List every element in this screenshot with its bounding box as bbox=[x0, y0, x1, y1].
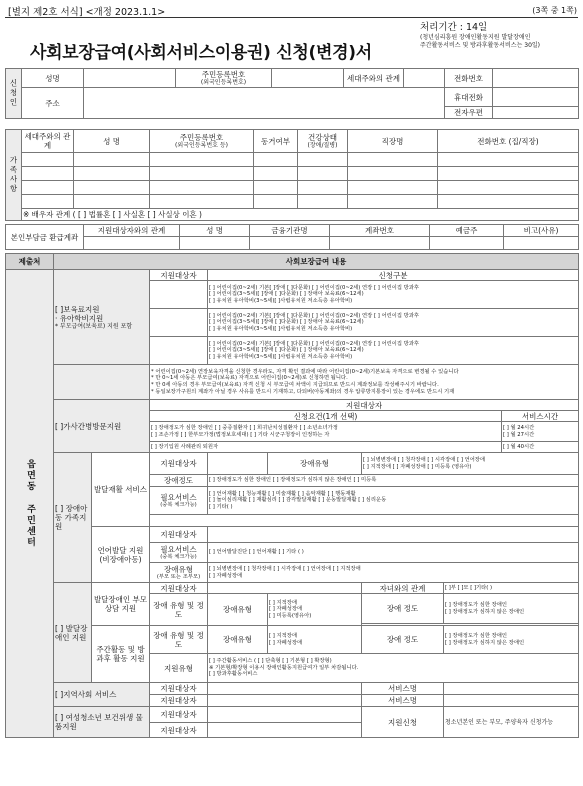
dev-target-label: 지원대상자 bbox=[150, 453, 208, 475]
family-cell[interactable] bbox=[150, 195, 254, 209]
dev-spacer bbox=[150, 515, 579, 527]
processing-period bbox=[420, 22, 580, 50]
youth-target-field[interactable] bbox=[208, 707, 362, 723]
family-cell[interactable] bbox=[438, 153, 579, 167]
community-service-field-2[interactable] bbox=[444, 695, 579, 707]
family-cell[interactable] bbox=[150, 167, 254, 181]
community-service-label-2: 서비스명 bbox=[362, 695, 444, 707]
home-visit-time-header: 서비스시간 bbox=[502, 411, 579, 422]
home-visit-target-label: 지원대상자 bbox=[150, 400, 579, 411]
applicant-name-label: 성명 bbox=[22, 69, 84, 88]
day-type-options[interactable]: [ ] 지적장애 [ ] 자폐성장애 bbox=[268, 626, 362, 654]
processing-note-1: (청년심리흥원 장애인활동지원 발달장애인 bbox=[420, 34, 531, 41]
account-cell[interactable] bbox=[84, 237, 180, 250]
account-col-holder: 예금주 bbox=[430, 225, 504, 237]
family-cell[interactable] bbox=[298, 167, 348, 181]
applicant-relation-label: 세대주와의 관계 bbox=[344, 69, 404, 88]
day-sev-label: 장애 정도 bbox=[362, 626, 444, 654]
lang-service-options[interactable]: [ ] 언어발달진단 [ ] 언어재활 [ ] 기타 ( ) bbox=[208, 543, 579, 563]
account-table bbox=[5, 224, 579, 250]
form-header-line bbox=[0, 4, 583, 18]
childcare-notes: * 어린이집(0~2세) 연장보육자격을 신청한 경우라도, 자격 확인 결과에 따라 어린이집(0~2세)기본보육 자격으로 변경될 수 있습니다 * 만 0~1세 아동은 부모급여(보육료) 자격으로 어린이집(0~2세)로 신청하면 됩니다. * 만 0세 아동의 경우 부모급여(보육료) 자격 신청 시 부모급여 차액이 지급되므로 반드시 계좌정보를 작성해주시기 바랍니다. * 동일보장가구원의 계좌가 아닐 경우 사유를 반드시 기재하고, 다되버(아동계좌)의 경우 압류방지통장이 있는 경우에도 반드시 기재 bbox=[150, 365, 579, 400]
childcare-target-1[interactable] bbox=[150, 281, 208, 309]
consult-sev-options[interactable]: [ ] 장애정도가 심한 장애인 [ ] 장애정도가 심하지 않은 장애인 bbox=[444, 594, 579, 624]
form-number: [별지 제2호 서식] <개정 2023.1.1> bbox=[8, 7, 166, 18]
day-support-type-label: 지원유형 bbox=[150, 654, 208, 683]
childcare-sub1: · 유아학비지원 bbox=[55, 313, 104, 323]
family-col-name: 성 명 bbox=[74, 130, 150, 153]
family-cell[interactable] bbox=[298, 153, 348, 167]
applicant-rrn-label: 주민등록번호 (외국인등록번호) bbox=[176, 69, 272, 88]
childcare-target-3[interactable] bbox=[150, 337, 208, 365]
family-col-workplace: 직장명 bbox=[348, 130, 438, 153]
consult-target-field[interactable] bbox=[208, 583, 362, 594]
childcare-section bbox=[54, 270, 150, 365]
family-cell[interactable] bbox=[22, 153, 74, 167]
family-col-health: 건강상태 (장애/질병) bbox=[298, 130, 348, 153]
account-col-note: 비고(사유) bbox=[504, 225, 579, 237]
family-cell[interactable] bbox=[348, 195, 438, 209]
family-cell[interactable] bbox=[150, 153, 254, 167]
lang-target-field[interactable] bbox=[208, 527, 579, 543]
account-cell[interactable] bbox=[430, 237, 504, 250]
youth-target-field-2[interactable] bbox=[208, 723, 362, 738]
home-visit-times[interactable]: [ ] 월 24시간 [ ] 월 27시간 bbox=[502, 422, 579, 442]
account-col-relation: 지원대상자와의 관계 bbox=[84, 225, 180, 237]
dev-rehab-label: 발달재활 서비스 bbox=[92, 453, 150, 527]
childcare-sub2: * 부모급여(보육료) 지원 포함 bbox=[55, 322, 133, 330]
applicant-phone-label: 전화번호 bbox=[445, 69, 493, 88]
youth-target-label-2: 지원대상자 bbox=[150, 723, 208, 738]
disabled-child-title[interactable]: [ ] 장애아동 가족지원 bbox=[54, 453, 92, 583]
account-col-bank: 금융기관명 bbox=[250, 225, 330, 237]
lang-support-label: 언어발달 지원 (비장애아동) bbox=[92, 527, 150, 583]
applicant-rrn-field[interactable] bbox=[272, 69, 344, 88]
consult-type-options[interactable]: [ ] 지적장애 [ ] 자폐성장애 [ ] 미등록(영유아) bbox=[268, 594, 362, 626]
childcare-target-label: 지원대상자 bbox=[150, 270, 208, 281]
day-type-label: 장애유형 bbox=[208, 626, 268, 654]
applicant-address-label: 주소 bbox=[22, 88, 84, 119]
home-visit-req-header: 신청요건(1개 선택) bbox=[150, 411, 502, 422]
home-visit-time-3[interactable]: [ ] 월 40시간 bbox=[502, 442, 579, 453]
family-section: 가족사항 bbox=[6, 130, 22, 221]
family-cell[interactable] bbox=[298, 181, 348, 195]
family-cell[interactable] bbox=[254, 153, 298, 167]
family-cell[interactable] bbox=[298, 195, 348, 209]
applicant-table bbox=[5, 68, 579, 119]
submit-place-header: 제출처 bbox=[6, 254, 54, 270]
family-cell[interactable] bbox=[438, 181, 579, 195]
applicant-mobile-label: 휴대전화 bbox=[445, 88, 493, 107]
family-cell[interactable] bbox=[150, 181, 254, 195]
community-title[interactable]: [ ]지역사회 서비스 bbox=[54, 683, 150, 707]
family-col-rrn: 주민등록번호 (외국인등록번호 등) bbox=[150, 130, 254, 153]
day-support-options[interactable]: [ ] 주간활동서비스 ( [ ] 단축형 [ ] 기본형 [ ] 확장형) ※ 기본형/확장형 이용시 장애인활동지원급여가 일부 차감됩니다. [ ] 방과후활동서비스 bbox=[208, 654, 579, 683]
account-cell[interactable] bbox=[250, 237, 330, 250]
applicant-email-label: 전자우편 bbox=[445, 107, 493, 119]
youth-title[interactable]: [ ] 여성청소년 보건위생 물품지원 bbox=[54, 707, 150, 738]
account-col-name: 성 명 bbox=[180, 225, 250, 237]
consult-type-sev-label: 장애 유형 및 정도 bbox=[150, 594, 208, 626]
childcare-options-2[interactable]: [ ] 어린이집(0~2세) 기본[ ]장애 [ ]다문화) [ ] 어린이집(0~2세) 연장 [ ] 어린이집 방과후 [ ] 어린이집(3~5세)[ ]장애 [ ]다문화) [ ] 장애아 보육료(6~12세) [ ] 유치원 유아학비(3~5세)[ ]사립유치원 저소득층 유아학비) bbox=[208, 309, 579, 337]
family-cell[interactable] bbox=[22, 181, 74, 195]
consult-label: 발달장애인 부모 상담 지원 bbox=[92, 583, 150, 626]
benefit-content-header: 사회보장급여 내용 bbox=[54, 254, 579, 270]
dev-severity-label: 장애정도 bbox=[150, 475, 208, 487]
dev-severity-options[interactable]: [ ] 장애정도가 심한 장애인 [ ] 장애정도가 심하지 않은 장애인 [ ] 미등록 bbox=[208, 475, 579, 487]
dev-type-label: 장애유형 bbox=[268, 453, 362, 475]
family-col-relation: 세대주와의 관계 bbox=[22, 130, 74, 153]
family-cell[interactable] bbox=[348, 181, 438, 195]
dev-target-field[interactable] bbox=[208, 453, 268, 475]
header-rule bbox=[5, 17, 578, 18]
day-sev-options[interactable]: [ ] 장애정도가 심한 장애인 [ ] 장애정도가 심하지 않은 장애인 bbox=[444, 626, 579, 654]
community-target-field[interactable] bbox=[208, 683, 362, 695]
family-col-cohabit: 동거여부 bbox=[254, 130, 298, 153]
spouse-note: ※ 배우자 관계 ( [ ] 법률혼 [ ] 사실혼 [ ] 사실상 이혼 ) bbox=[22, 209, 579, 221]
applicant-phone-field[interactable] bbox=[493, 69, 579, 88]
family-cell[interactable] bbox=[438, 195, 579, 209]
family-cell[interactable] bbox=[438, 167, 579, 181]
home-visit-title[interactable]: [ ]가사간병방문지원 bbox=[54, 400, 150, 453]
family-cell[interactable] bbox=[348, 167, 438, 181]
family-cell[interactable] bbox=[22, 167, 74, 181]
family-cell[interactable] bbox=[22, 195, 74, 209]
family-cell[interactable] bbox=[74, 195, 150, 209]
applicant-relation-field[interactable] bbox=[404, 69, 445, 88]
lang-needed-label: 필요서비스 (중복 체크가능) bbox=[150, 543, 208, 563]
refund-account-label: 본인부담금 환급계좌 bbox=[6, 225, 84, 250]
home-visit-requirements[interactable]: [ ] 장애정도가 심한 장애인 [ ] 중증질환자 [ ] 희귀난치성질환자 [ ] 소년소녀가정 [ ] 조손가정 [ ] 한부모가정(법정보호세대) [ ] 기타 시군구청장이 인정하는 자 bbox=[150, 422, 502, 442]
family-col-phone: 전화번호 (집/직장) bbox=[438, 130, 579, 153]
family-cell[interactable] bbox=[254, 167, 298, 181]
form-title: 사회보장급여(사회서비스이용권) 신청(변경)서 bbox=[30, 43, 372, 63]
dev-type-options[interactable]: [ ] 뇌병변장애 [ ] 청각장애 [ ] 시각장애 [ ] 언어장애 [ ] 지적장애 [ ] 자폐성장애 [ ] 미등록 (영유아) bbox=[362, 453, 579, 475]
processing-period-main: 처리기간 : 14일 bbox=[420, 22, 488, 33]
community-service-label: 서비스명 bbox=[362, 683, 444, 695]
family-cell[interactable] bbox=[348, 153, 438, 167]
dev-service-options[interactable]: [ ] 언어재활 [ ] 청능재활 [ ] 미술재활 [ ] 음악재활 [ ] 행동재활 [ ] 놀이심리재활 [ ] 재활심리 [ ] 감각발달재활 [ ] 운동발달재활 [ ] 심리운동 [ ] 기타( ) bbox=[208, 487, 579, 515]
community-service-field[interactable] bbox=[444, 683, 579, 695]
family-cell[interactable] bbox=[74, 167, 150, 181]
consult-relation-label: 자녀와의 관계 bbox=[362, 583, 444, 594]
account-cell[interactable] bbox=[330, 237, 430, 250]
parent-type-label: 장애유형 (부모 또는 조부모) bbox=[150, 563, 208, 583]
community-target-label-2: 지원대상자 bbox=[150, 695, 208, 707]
dev-needed-label: 필요서비스 (중복 체크가능) bbox=[150, 487, 208, 515]
page-count: (3쪽 중 1쪽) bbox=[532, 6, 577, 15]
childcare-title[interactable]: [ ]보육료지원 bbox=[55, 304, 100, 314]
childcare-target-2[interactable] bbox=[150, 309, 208, 337]
account-cell[interactable] bbox=[180, 237, 250, 250]
childcare-options-3[interactable]: [ ] 어린이집(0~2세) 기본[ ]장애 [ ]다문화) [ ] 어린이집(0~2세) 연장 [ ] 어린이집 방과후 [ ] 어린이집(3~5세)[ ]장애 [ ]다문화) [ ] 장애아 보육료(6~12세) [ ] 유치원 유아학비(3~5세)[ ]사립유치원 저소득층 유아학비) bbox=[208, 337, 579, 365]
home-visit-requirement-3[interactable]: [ ] 장기입원 사례관리 퇴원자 bbox=[150, 442, 502, 453]
family-cell[interactable] bbox=[74, 181, 150, 195]
account-cell[interactable] bbox=[504, 237, 579, 250]
day-activity-label: 주간활동 및 방과후 활동 지원 bbox=[92, 626, 150, 683]
benefit-content-table bbox=[5, 253, 579, 738]
consult-sev-label: 장애 정도 bbox=[362, 594, 444, 624]
childcare-options-1[interactable]: [ ] 어린이집(0~2세) 기본[ ]장애 [ ]다문화) [ ] 어린이집(0~2세) 연장 [ ] 어린이집 방과후 [ ] 어린이집(3~5세)[ ]장애 [ ]다문화) [ ] 장애아 보육료(6~12세) [ ] 유치원 유아학비(3~5세)[ ]사립유치원 저소득층 유아학비) bbox=[208, 281, 579, 309]
applicant-email-field[interactable] bbox=[493, 107, 579, 119]
applicant-section: 신청인 bbox=[6, 69, 22, 119]
consult-type-label: 장애유형 bbox=[208, 594, 268, 626]
consult-relation-options[interactable]: [ ]부 [ ]모 [ ]기타( ) bbox=[444, 583, 579, 594]
day-type-sev-label: 장애 유형 및 정도 bbox=[150, 626, 208, 654]
applicant-address-field[interactable] bbox=[84, 88, 445, 119]
childcare-notes-spacer bbox=[54, 365, 150, 400]
consult-target-label: 지원대상자 bbox=[150, 583, 208, 594]
parent-type-options[interactable]: [ ] 뇌병변장애 [ ] 청각장애 [ ] 시각장애 [ ] 언어장애 [ ] 지적장애 [ ] 자폐성장애 bbox=[208, 563, 579, 583]
family-cell[interactable] bbox=[254, 181, 298, 195]
submit-place: 읍면동 주민센터 bbox=[6, 270, 54, 738]
dev-disability-title[interactable]: [ ] 발달장애인 지원 bbox=[54, 583, 92, 683]
applicant-mobile-field[interactable] bbox=[493, 88, 579, 107]
applicant-name-field[interactable] bbox=[84, 69, 176, 88]
youth-application-text: 청소년본인 또는 부모, 주양육자 신청가능 bbox=[444, 707, 579, 738]
account-col-number: 계좌번호 bbox=[330, 225, 430, 237]
youth-target-label: 지원대상자 bbox=[150, 707, 208, 723]
family-table bbox=[5, 129, 579, 221]
community-target-field-2[interactable] bbox=[208, 695, 362, 707]
community-target-label: 지원대상자 bbox=[150, 683, 208, 695]
youth-application-label: 지원신청 bbox=[362, 707, 444, 738]
family-cell[interactable] bbox=[254, 195, 298, 209]
processing-note-2: 주간활동서비스 및 방과후활동서비스는 30일) bbox=[420, 42, 541, 49]
lang-target-label: 지원대상자 bbox=[150, 527, 208, 543]
family-cell[interactable] bbox=[74, 153, 150, 167]
childcare-category-label: 신청구분 bbox=[208, 270, 579, 281]
